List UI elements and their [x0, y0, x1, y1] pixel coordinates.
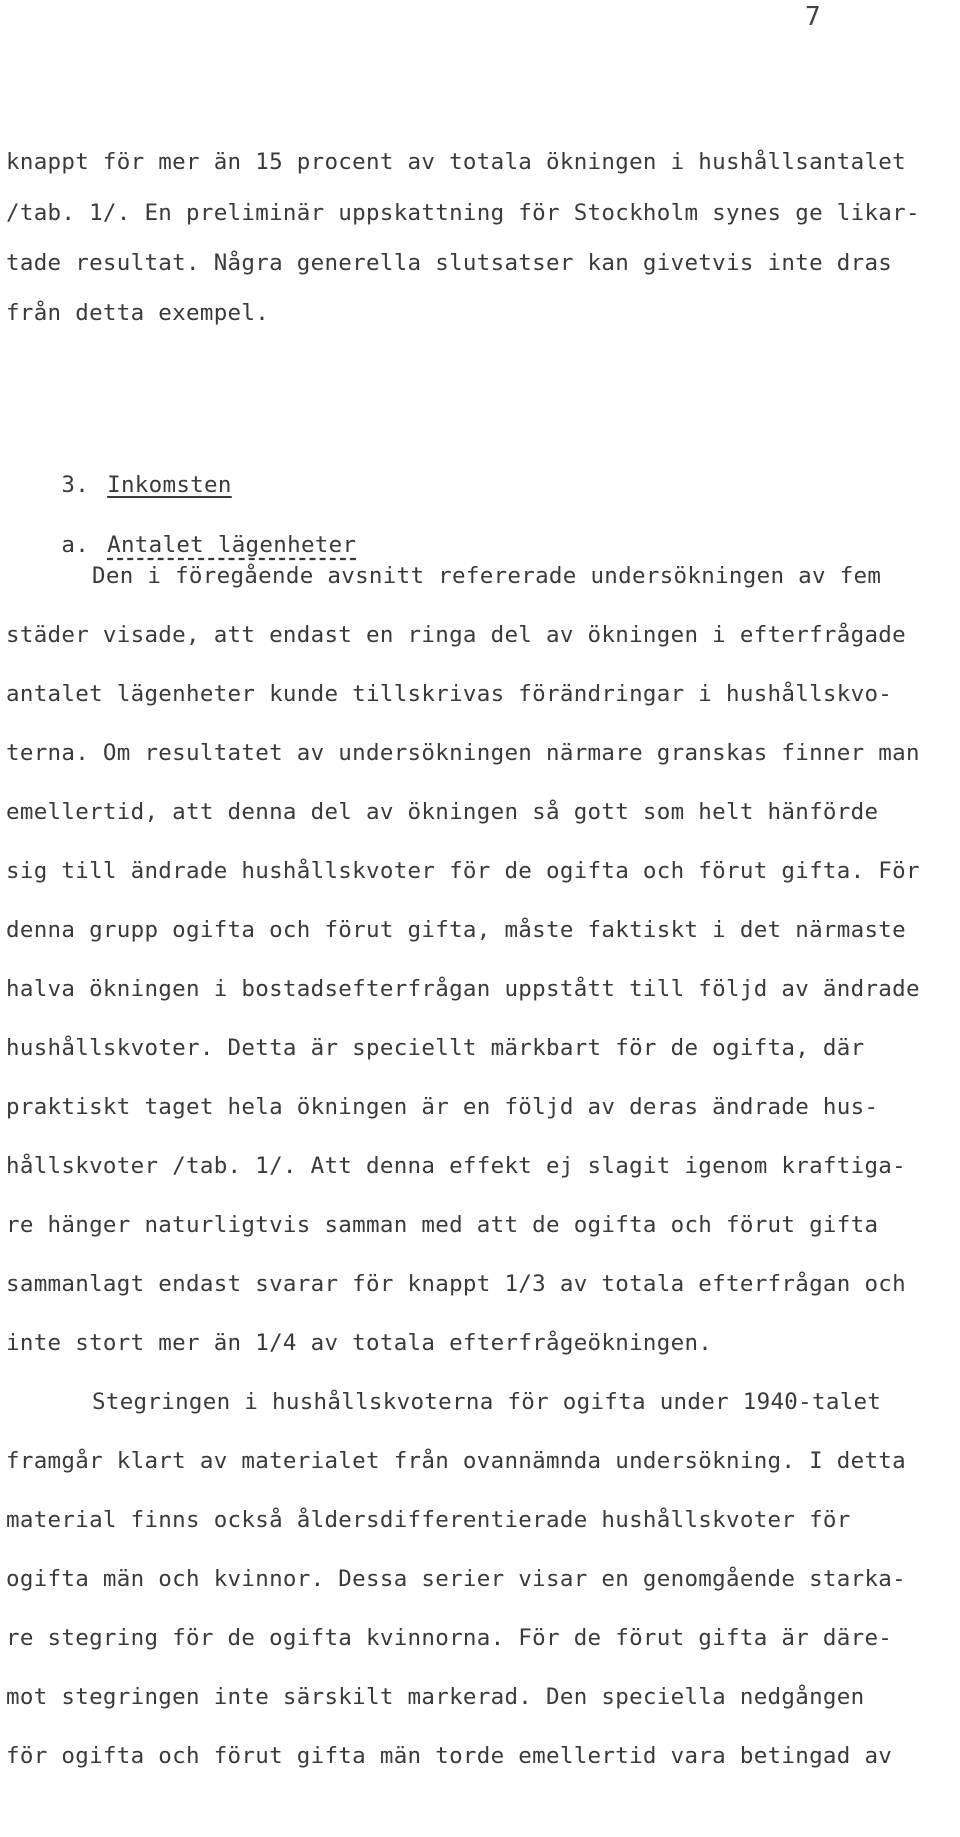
text-line: ogifta män och kvinnor. Dessa serier visar en genomgående starka- — [6, 1566, 906, 1592]
text-line: re hänger naturligtvis samman med att de ogifta och förut gifta — [6, 1212, 879, 1238]
text-line: städer visade, att endast en ringa del av ökningen i efterfrågade — [6, 622, 906, 648]
text-line: framgår klart av materialet från ovannämnda undersökning. I detta — [6, 1448, 906, 1474]
section-title: Inkomsten — [107, 472, 232, 498]
text-line: för ogifta och förut gifta män torde emellertid vara betingad av — [6, 1743, 893, 1769]
text-line: mot stegringen inte särskilt markerad. Den speciella nedgången — [6, 1684, 865, 1710]
text-line: denna grupp ogifta och förut gifta, måste faktiskt i det närmaste — [6, 917, 906, 943]
text-line: hållskvoter /tab. 1/. Att denna effekt ej slagit igenom kraftiga- — [6, 1153, 906, 1179]
text-line: re stegring för de ogifta kvinnorna. För de förut gifta är däre- — [6, 1625, 893, 1651]
text-line: /tab. 1/. En preliminär uppskattning för Stockholm synes ge likar- — [6, 200, 920, 226]
text-line: Stegringen i hushållskvoterna för ogifta under 1940-talet — [92, 1389, 882, 1415]
text-line: praktiskt taget hela ökningen är en följd av deras ändrade hus- — [6, 1094, 879, 1120]
text-line: Den i föregående avsnitt refererade undersökningen av fem — [92, 563, 882, 589]
text-line: halva ökningen i bostadsefterfrågan uppstått till följd av ändrade — [6, 976, 920, 1002]
text-line: hushållskvoter. Detta är speciellt märkbart för de ogifta, där — [6, 1035, 865, 1061]
text-line: material finns också åldersdifferentierade hushållskvoter för — [6, 1507, 851, 1533]
text-line: terna. Om resultatet av undersökningen närmare granskas finner man — [6, 740, 920, 766]
text-line: sig till ändrade hushållskvoter för de ogifta och förut gifta. För — [6, 858, 920, 884]
text-line: antalet lägenheter kunde tillskrivas förändringar i hushållskvo- — [6, 681, 893, 707]
subsection-title: Antalet lägenheter — [107, 532, 357, 558]
text-line: knappt för mer än 15 procent av totala ökningen i hushållsantalet — [6, 149, 906, 175]
text-line: tade resultat. Några generella slutsatser kan givetvis inte dras — [6, 250, 893, 276]
text-line: sammanlagt endast svarar för knappt 1/3 av totala efterfrågan och — [6, 1271, 906, 1297]
text-line: emellertid, att denna del av ökningen så gott som helt hänförde — [6, 799, 879, 825]
subsection-number: a. — [61, 532, 90, 558]
text-line: inte stort mer än 1/4 av totala efterfrågeökningen. — [6, 1330, 713, 1356]
text-line: från detta exempel. — [6, 300, 270, 326]
page-number: 7 — [805, 2, 821, 32]
section-number: 3. — [61, 472, 90, 498]
